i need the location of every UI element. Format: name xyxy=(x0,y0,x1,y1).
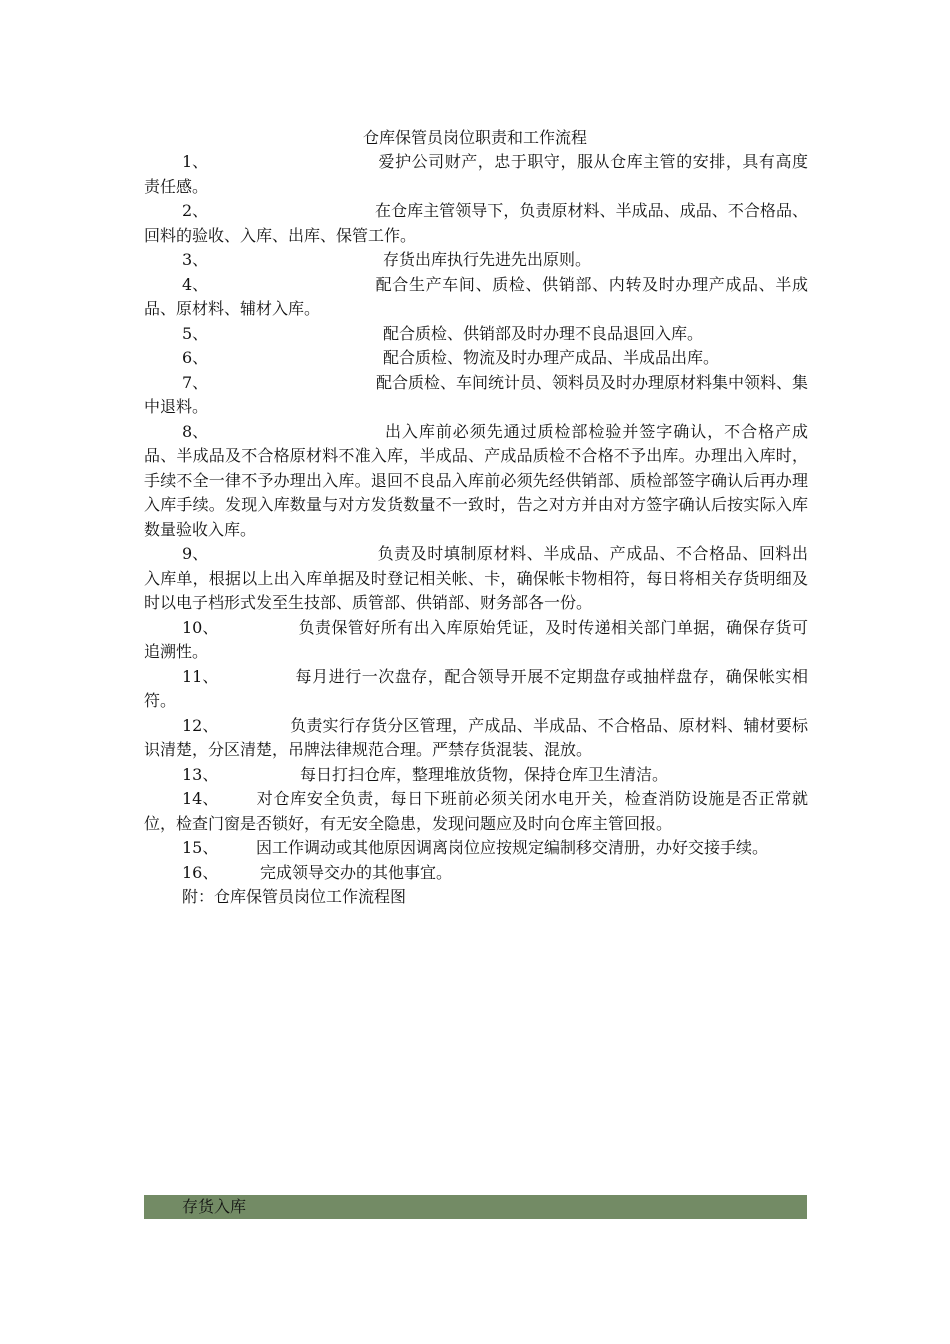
flowchart-step-stock-in xyxy=(144,1195,807,1219)
item-number: 12、 xyxy=(182,715,219,735)
duty-item-1 xyxy=(144,150,808,199)
duty-list xyxy=(144,150,808,910)
item-text: 因工作调动或其他原因调离岗位应按规定编制移交清册，办好交接手续。 xyxy=(256,838,769,857)
item-text: 配合质检、供销部及时办理不良品退回入库。 xyxy=(383,323,704,343)
item-text: 负责保管好所有出入库原始凭证，及时传递相关部门单据，确保存货可追溯性。 xyxy=(144,617,808,661)
item-text: 配合质检、车间统计员、领料员及时办理原材料集中领料、集中退料。 xyxy=(144,372,809,416)
duty-item-15 xyxy=(144,836,808,861)
duty-item-8 xyxy=(144,420,808,543)
item-text: 配合质检、物流及时办理产成品、半成品出库。 xyxy=(383,348,720,367)
item-text: 配合生产车间、质检、供销部、内转及时办理产成品、半成品、原材料、辅材入库。 xyxy=(144,274,808,318)
duty-item-10 xyxy=(144,616,808,665)
flowchart-step-label: 存货入库 xyxy=(182,1197,247,1216)
item-number: 11、 xyxy=(182,666,219,686)
duty-item-7 xyxy=(144,371,808,420)
item-text: 负责实行存货分区管理，产成品、半成品、不合格品、原材料、辅材要标识清楚，分区清楚，吊牌法律规范合理。严禁存货混装、混放。 xyxy=(144,715,808,759)
item-number: 3、 xyxy=(182,250,209,269)
item-number: 14、 xyxy=(182,789,219,808)
item-text: 负责及时填制原材料、半成品、产成品、不合格品、回料出入库单，根据以上出入库单据及时登记相关帐、卡，确保帐卡物相符，每日将相关存货明细及时以电子档形式发至生技部、质管部、供销部、财务部各一份。 xyxy=(144,544,808,612)
item-text: 在仓库主管领导下，负责原材料、半成品、成品、不合格品、回料的验收、入库、出库、保管工作。 xyxy=(144,201,808,245)
item-text: 每日打扫仓库，整理堆放货物，保持仓库卫生清洁。 xyxy=(300,764,669,784)
document-title: 仓库保管员岗位职责和工作流程 xyxy=(362,128,587,147)
item-number: 5、 xyxy=(182,323,209,343)
duty-item-9 xyxy=(144,542,808,616)
item-number: 6、 xyxy=(182,348,209,367)
duty-item-4 xyxy=(144,273,808,322)
item-text: 爱护公司财产，忠于职守，服从仓库主管的安排，具有高度责任感。 xyxy=(144,152,808,196)
duty-item-12 xyxy=(144,714,808,763)
item-number: 4、 xyxy=(182,274,209,294)
item-number: 10、 xyxy=(182,617,219,637)
item-number: 1、 xyxy=(182,152,209,171)
item-text: 对仓库安全负责，每日下班前必须关闭水电开关，检查消防设施是否正常就位，检查门窗是否锁好，有无安全隐患，发现问题应及时向仓库主管回报。 xyxy=(144,789,808,833)
duty-item-16 xyxy=(144,861,808,886)
item-number: 15、 xyxy=(182,838,219,857)
duty-item-14 xyxy=(144,787,808,836)
duty-item-6 xyxy=(144,346,808,371)
item-number: 7、 xyxy=(182,372,209,392)
item-number: 8、 xyxy=(182,421,209,441)
duty-item-3 xyxy=(144,248,808,273)
appendix-note: 附：仓库保管员岗位工作流程图 xyxy=(182,887,407,906)
item-text: 存货出库执行先进先出原则。 xyxy=(383,250,592,269)
item-number: 9、 xyxy=(182,544,209,563)
duty-item-13 xyxy=(144,763,808,788)
item-text: 完成领导交办的其他事宜。 xyxy=(260,862,453,882)
item-number: 16、 xyxy=(182,862,219,882)
item-number: 13、 xyxy=(182,764,219,784)
duty-item-2 xyxy=(144,199,808,248)
item-text: 出入库前必须先通过质检部检验并签字确认，不合格产成品、半成品及不合格原材料不准入库，半成品、产成品质检不合格不予出库。办理出入库时，手续不全一律不予办理出入库。退回不良品入库前必须先经供销部、质检部签字确认后再办理入库手续。发现入库数量与对方发货数量不一致时，告之对方并由对方签字确认后按实际入库数量验收入库。 xyxy=(144,421,808,539)
duty-item-11 xyxy=(144,665,808,714)
duty-item-5 xyxy=(144,322,808,347)
item-text: 每月进行一次盘存，配合领导开展不定期盘存或抽样盘存，确保帐实相符。 xyxy=(144,666,808,710)
item-number: 2、 xyxy=(182,201,209,220)
